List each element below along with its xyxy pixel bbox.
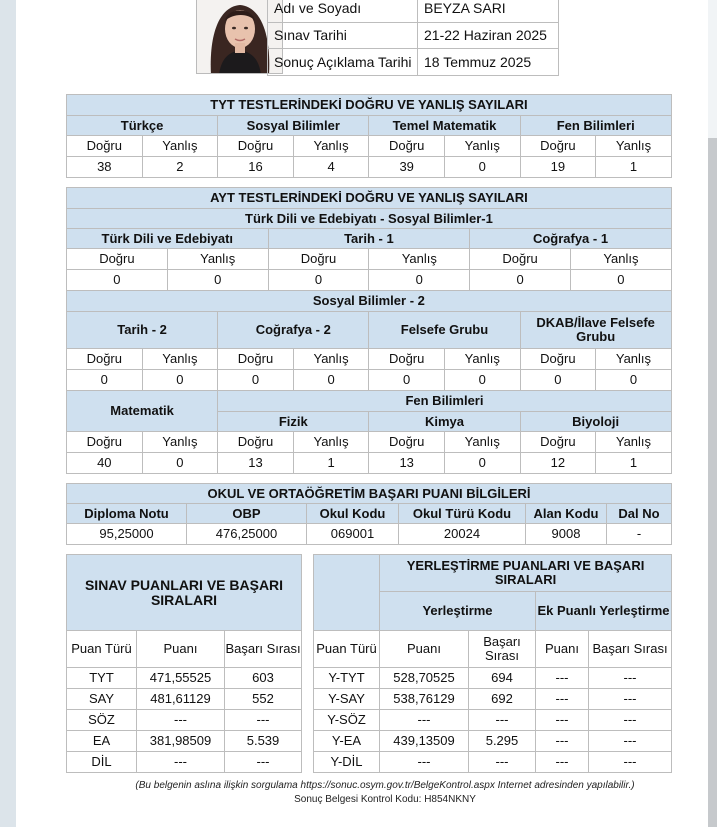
score-type: Y-EA bbox=[314, 731, 380, 752]
value-cell: 4 bbox=[293, 157, 369, 178]
ayt-table bbox=[66, 187, 672, 291]
score-type: Y-SÖZ bbox=[314, 710, 380, 731]
info-value: 21-22 Haziran 2025 bbox=[418, 23, 559, 49]
col-header: Doğru bbox=[369, 136, 445, 157]
value-cell: 0 bbox=[142, 370, 218, 391]
score-type: SÖZ bbox=[67, 710, 137, 731]
col-header: Başarı Sırası bbox=[469, 631, 536, 668]
col-header: Doğru bbox=[520, 349, 596, 370]
value-cell: 0 bbox=[218, 370, 294, 391]
info-row-exam-date bbox=[268, 23, 559, 49]
value-cell: 0 bbox=[596, 370, 672, 391]
exam-scores-table bbox=[66, 554, 302, 773]
tyt-subject: Sosyal Bilimler bbox=[218, 116, 369, 136]
candidate-info-table bbox=[267, 0, 559, 76]
col-header: Yanlış bbox=[142, 432, 218, 453]
obp-header: Alan Kodu bbox=[526, 504, 607, 524]
score-rank: --- bbox=[469, 710, 536, 731]
tyt-subject: Türkçe bbox=[67, 116, 218, 136]
col-header: Yanlış bbox=[293, 349, 369, 370]
value-cell: 39 bbox=[369, 157, 445, 178]
col-header: Doğru bbox=[67, 136, 143, 157]
footer-note: (Bu belgenin aslına ilişkin sorgulama https://sonuc.osym.gov.tr/BelgeKontrol.aspx Internet adresinden yapılabilir.) bbox=[135, 780, 635, 791]
placement-group-extra: Ek Puanlı Yerleştirme bbox=[536, 592, 672, 631]
table-row bbox=[314, 731, 672, 752]
value-cell: 0 bbox=[142, 453, 218, 474]
col-header: Yanlış bbox=[293, 432, 369, 453]
obp-value: 069001 bbox=[307, 524, 399, 545]
value-cell: 0 bbox=[268, 270, 369, 291]
col-header: Doğru bbox=[520, 432, 596, 453]
col-header: Yanlış bbox=[142, 136, 218, 157]
value-cell: 0 bbox=[67, 270, 168, 291]
placement-corner bbox=[314, 555, 380, 631]
score-type: TYT bbox=[67, 668, 137, 689]
score-rank: --- bbox=[469, 752, 536, 773]
extra-score-value: --- bbox=[536, 752, 589, 773]
score-value: 471,55525 bbox=[137, 668, 225, 689]
score-rank: 5.295 bbox=[469, 731, 536, 752]
col-header: Yanlış bbox=[596, 432, 672, 453]
obp-header: Okul Kodu bbox=[307, 504, 399, 524]
col-header: Puanı bbox=[380, 631, 469, 668]
obp-value: 20024 bbox=[399, 524, 526, 545]
obp-header: Dal No bbox=[607, 504, 672, 524]
ayt-subject: Kimya bbox=[369, 412, 520, 432]
score-rank: --- bbox=[225, 752, 302, 773]
extra-score-value: --- bbox=[536, 668, 589, 689]
score-type: Y-DİL bbox=[314, 752, 380, 773]
value-cell: 16 bbox=[218, 157, 294, 178]
table-row bbox=[314, 689, 672, 710]
col-header: Puanı bbox=[536, 631, 589, 668]
value-cell: 0 bbox=[570, 270, 671, 291]
score-type: SAY bbox=[67, 689, 137, 710]
ayt-title: AYT TESTLERİNDEKİ DOĞRU VE YANLIŞ SAYILARI bbox=[67, 188, 672, 209]
ayt-subject: DKAB/İlave Felsefe Grubu bbox=[520, 312, 671, 349]
ayt-subject: Fizik bbox=[218, 412, 369, 432]
value-cell: 0 bbox=[167, 270, 268, 291]
value-cell: 13 bbox=[369, 453, 445, 474]
extra-score-rank: --- bbox=[589, 689, 672, 710]
tyt-title: TYT TESTLERİNDEKİ DOĞRU VE YANLIŞ SAYILARI bbox=[67, 95, 672, 116]
extra-score-rank: --- bbox=[589, 668, 672, 689]
value-cell: 1 bbox=[596, 157, 672, 178]
score-type: EA bbox=[67, 731, 137, 752]
col-header: Yanlış bbox=[596, 349, 672, 370]
value-cell: 19 bbox=[520, 157, 596, 178]
col-header: Doğru bbox=[520, 136, 596, 157]
info-label: Sınav Tarihi bbox=[268, 23, 418, 49]
obp-value: - bbox=[607, 524, 672, 545]
score-value: --- bbox=[137, 752, 225, 773]
extra-score-rank: --- bbox=[589, 731, 672, 752]
col-header: Puan Türü bbox=[314, 631, 380, 668]
col-header: Yanlış bbox=[167, 249, 268, 270]
score-value: --- bbox=[380, 752, 469, 773]
col-header: Yanlış bbox=[142, 349, 218, 370]
value-cell: 1 bbox=[293, 453, 369, 474]
col-header: Başarı Sırası bbox=[225, 631, 302, 668]
value-cell: 0 bbox=[67, 370, 143, 391]
value-cell: 1 bbox=[596, 453, 672, 474]
col-header: Doğru bbox=[369, 349, 445, 370]
ayt-science: Fen Bilimleri bbox=[218, 391, 672, 412]
ayt-math: Matematik bbox=[67, 391, 218, 432]
placement-title: YERLEŞTİRME PUANLARI VE BAŞARI SIRALARI bbox=[380, 555, 672, 592]
value-cell: 0 bbox=[444, 453, 520, 474]
table-row bbox=[67, 668, 302, 689]
ayt-subject: Tarih - 1 bbox=[268, 229, 470, 249]
ayt-table-2 bbox=[66, 290, 672, 474]
obp-header: OBP bbox=[187, 504, 307, 524]
footer-control-code: Sonuç Belgesi Kontrol Kodu: H854NKNY bbox=[294, 794, 476, 805]
score-rank: 692 bbox=[469, 689, 536, 710]
exam-scores-title: SINAV PUANLARI VE BAŞARI SIRALARI bbox=[67, 555, 302, 631]
col-header: Doğru bbox=[218, 349, 294, 370]
col-header: Doğru bbox=[268, 249, 369, 270]
col-header: Doğru bbox=[67, 349, 143, 370]
table-row bbox=[314, 668, 672, 689]
page-left-margin bbox=[0, 0, 16, 827]
score-value: --- bbox=[380, 710, 469, 731]
obp-title: OKUL VE ORTAÖĞRETİM BAŞARI PUANI BİLGİLERİ bbox=[67, 484, 672, 504]
info-row-name bbox=[268, 0, 559, 23]
col-header: Başarı Sırası bbox=[589, 631, 672, 668]
score-rank: 552 bbox=[225, 689, 302, 710]
score-type: DİL bbox=[67, 752, 137, 773]
col-header: Doğru bbox=[218, 136, 294, 157]
value-cell: 40 bbox=[67, 453, 143, 474]
value-cell: 0 bbox=[293, 370, 369, 391]
table-row bbox=[67, 731, 302, 752]
value-cell: 0 bbox=[369, 370, 445, 391]
table-row bbox=[67, 689, 302, 710]
ayt-section-1: Türk Dili ve Edebiyatı - Sosyal Bilimler-1 bbox=[67, 209, 672, 229]
value-cell: 0 bbox=[520, 370, 596, 391]
score-rank: 5.539 bbox=[225, 731, 302, 752]
ayt-section-2: Sosyal Bilimler - 2 bbox=[67, 291, 672, 312]
score-value: 528,70525 bbox=[380, 668, 469, 689]
value-cell: 12 bbox=[520, 453, 596, 474]
info-label: Adı ve Soyadı bbox=[268, 0, 418, 23]
score-value: 381,98509 bbox=[137, 731, 225, 752]
col-header: Yanlış bbox=[570, 249, 671, 270]
obp-value: 95,25000 bbox=[67, 524, 187, 545]
col-header: Puanı bbox=[137, 631, 225, 668]
score-rank: 603 bbox=[225, 668, 302, 689]
obp-table bbox=[66, 483, 672, 545]
col-header: Yanlış bbox=[293, 136, 369, 157]
extra-score-value: --- bbox=[536, 710, 589, 731]
obp-header: Diploma Notu bbox=[67, 504, 187, 524]
info-value: BEYZA SARI bbox=[418, 0, 559, 23]
table-row bbox=[314, 710, 672, 731]
obp-value: 9008 bbox=[526, 524, 607, 545]
table-row bbox=[314, 752, 672, 773]
value-cell: 2 bbox=[142, 157, 218, 178]
extra-score-rank: --- bbox=[589, 710, 672, 731]
result-document bbox=[16, 0, 708, 827]
score-value: --- bbox=[137, 710, 225, 731]
score-value: 538,76129 bbox=[380, 689, 469, 710]
col-header: Yanlış bbox=[596, 136, 672, 157]
score-rank: 694 bbox=[469, 668, 536, 689]
obp-header: Okul Türü Kodu bbox=[399, 504, 526, 524]
col-header: Yanlış bbox=[444, 136, 520, 157]
table-row bbox=[67, 710, 302, 731]
col-header: Yanlış bbox=[369, 249, 470, 270]
info-value: 18 Temmuz 2025 bbox=[418, 49, 559, 76]
score-value: 439,13509 bbox=[380, 731, 469, 752]
extra-score-rank: --- bbox=[589, 752, 672, 773]
col-header: Doğru bbox=[369, 432, 445, 453]
placement-group: Yerleştirme bbox=[380, 592, 536, 631]
ayt-subject: Coğrafya - 1 bbox=[470, 229, 672, 249]
ayt-subject: Tarih - 2 bbox=[67, 312, 218, 349]
placement-scores-table bbox=[313, 554, 672, 773]
score-rank: --- bbox=[225, 710, 302, 731]
extra-score-value: --- bbox=[536, 689, 589, 710]
col-header: Doğru bbox=[470, 249, 571, 270]
value-cell: 38 bbox=[67, 157, 143, 178]
col-header: Yanlış bbox=[444, 432, 520, 453]
obp-value: 476,25000 bbox=[187, 524, 307, 545]
extra-score-value: --- bbox=[536, 731, 589, 752]
value-cell: 13 bbox=[218, 453, 294, 474]
tyt-table bbox=[66, 94, 672, 178]
table-row bbox=[67, 752, 302, 773]
value-cell: 0 bbox=[470, 270, 571, 291]
col-header: Puan Türü bbox=[67, 631, 137, 668]
col-header: Doğru bbox=[67, 432, 143, 453]
info-row-result-date bbox=[268, 49, 559, 76]
col-header: Doğru bbox=[218, 432, 294, 453]
info-label: Sonuç Açıklama Tarihi bbox=[268, 49, 418, 76]
score-value: 481,61129 bbox=[137, 689, 225, 710]
tyt-subject: Temel Matematik bbox=[369, 116, 520, 136]
value-cell: 0 bbox=[444, 370, 520, 391]
ayt-subject: Biyoloji bbox=[520, 412, 671, 432]
col-header: Yanlış bbox=[444, 349, 520, 370]
value-cell: 0 bbox=[369, 270, 470, 291]
ayt-subject: Türk Dili ve Edebiyatı bbox=[67, 229, 269, 249]
value-cell: 0 bbox=[444, 157, 520, 178]
ayt-subject: Felsefe Grubu bbox=[369, 312, 520, 349]
scrollbar[interactable] bbox=[708, 138, 717, 827]
tyt-subject: Fen Bilimleri bbox=[520, 116, 671, 136]
ayt-subject: Coğrafya - 2 bbox=[218, 312, 369, 349]
col-header: Doğru bbox=[67, 249, 168, 270]
score-type: Y-SAY bbox=[314, 689, 380, 710]
score-type: Y-TYT bbox=[314, 668, 380, 689]
